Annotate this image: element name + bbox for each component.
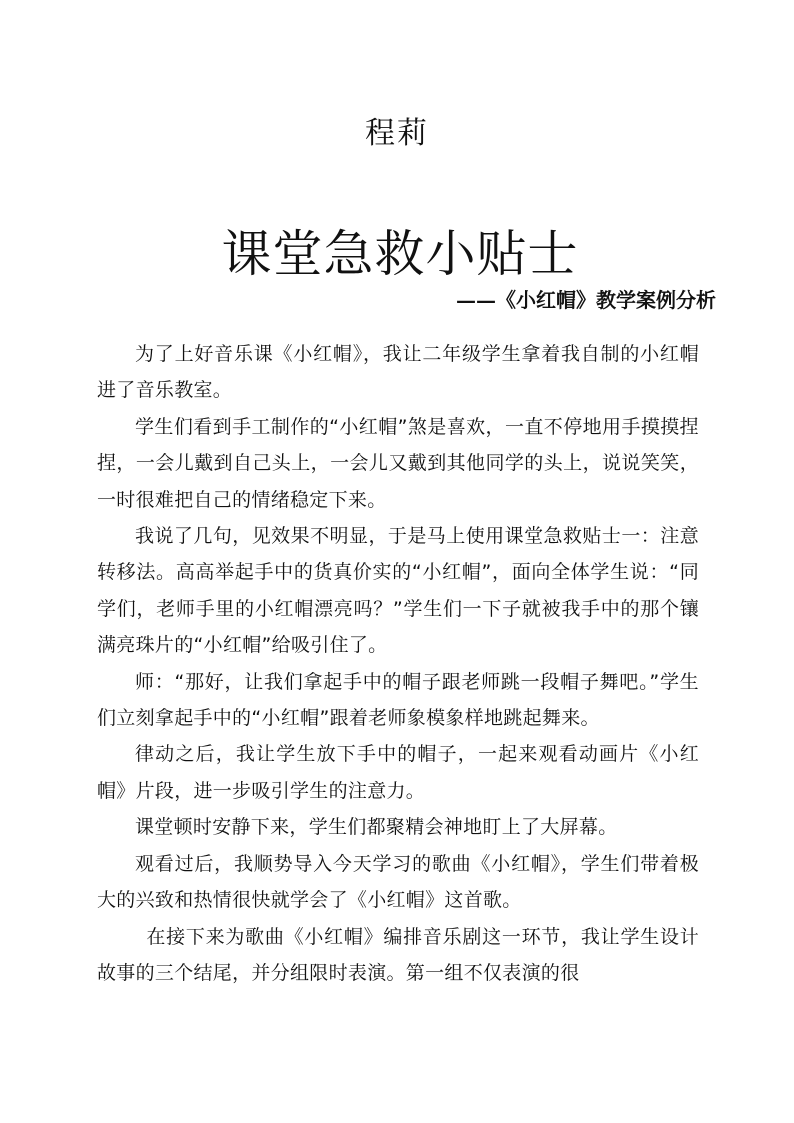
paragraph: 师：“那好，让我们拿起手中的帽子跟老师跳一段帽子舞吧。”学生们立刻拿起手中的“小红帽”跟着老师象模象样地跳起舞来。 [97,670,699,730]
paragraph: 学生们看到手工制作的“小红帽”煞是喜欢，一直不停地用手摸摸捏捏，一会儿戴到自己头上，一会儿又戴到其他同学的头上，说说笑笑，一时很难把自己的情绪稳定下来。 [97,415,699,511]
document-title: 课堂急救小贴士 [221,225,579,283]
author-name: 程莉 [365,116,429,151]
paragraph: 观看过后，我顺势导入今天学习的歌曲《小红帽》，学生们带着极大的兴致和热情很快就学会了《小红帽》这首歌。 [97,852,699,912]
document-subtitle: ——《小红帽》教学案例分析 [456,288,716,312]
paragraph: 课堂顿时安静下来，学生们都聚精会神地盯上了大屏幕。 [135,816,618,839]
paragraph: 律动之后，我让学生放下手中的帽子，一起来观看动画片《小红帽》片段，进一步吸引学生的注意力。 [97,743,699,802]
paragraph: 我说了几句，见效果不明显，于是马上使用课堂急救贴士一：注意转移法。高高举起手中的货真价实的“小红帽”，面向全体学生说：“同学们，老师手里的小红帽漂亮吗？”学生们一下子就被我手中的那个镶满亮珠片的“小红帽”给吸引住了。 [97,525,699,657]
paragraph: 在接下来为歌曲《小红帽》编排音乐剧这一环节，我让学生设计故事的三个结尾，并分组限时表演。第一组不仅表演的很 [97,925,699,984]
body-text [97,336,699,991]
paragraph: 为了上好音乐课《小红帽》，我让二年级学生拿着我自制的小红帽进了音乐教室。 [97,343,699,402]
